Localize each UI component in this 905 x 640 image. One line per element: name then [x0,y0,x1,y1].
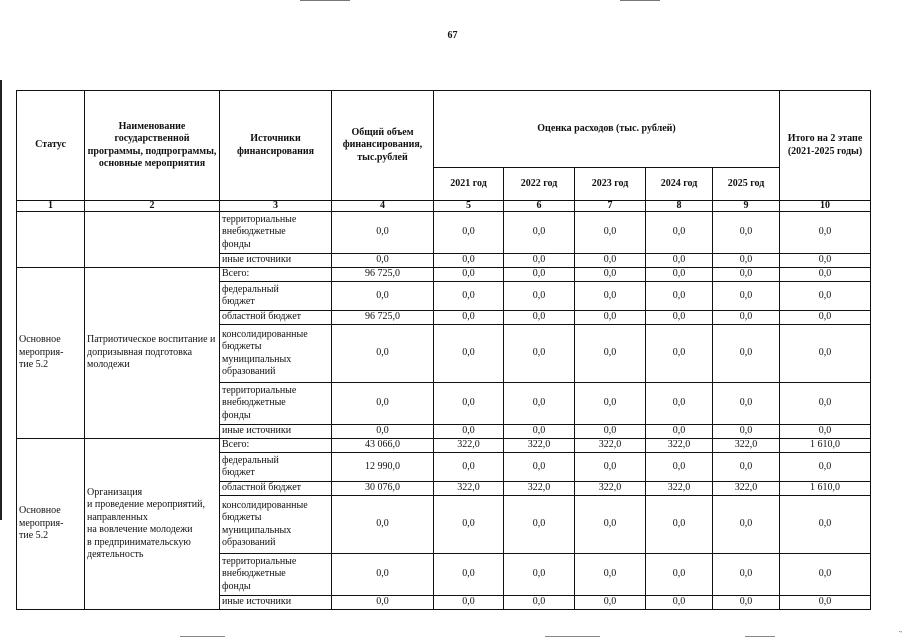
name-cell [85,212,220,268]
scan-edge-bar [0,80,2,520]
column-index-cell: 4 [332,201,434,212]
value-cell: 0,0 [780,212,871,254]
value-cell: 322,0 [434,439,504,453]
value-cell: 0,0 [713,254,780,268]
column-index-row [17,201,871,212]
value-cell: 0,0 [575,325,646,383]
column-index-cell: 1 [17,201,85,212]
column-index-cell: 9 [713,201,780,212]
value-cell: 0,0 [646,254,713,268]
value-cell: 0,0 [780,496,871,554]
value-cell: 322,0 [575,439,646,453]
value-cell: 322,0 [575,482,646,496]
header-year: 2023 год [575,168,646,201]
table-body [17,212,871,610]
value-cell: 0,0 [332,282,434,311]
header-total: Общий объем финансирования, тыс.рублей [332,91,434,201]
column-index-cell: 5 [434,201,504,212]
value-cell: 0,0 [780,254,871,268]
value-cell: 0,0 [780,554,871,596]
column-index-cell: 8 [646,201,713,212]
value-cell: 0,0 [713,383,780,425]
value-cell: 0,0 [646,311,713,325]
page-number: 67 [447,30,458,41]
value-cell: 1 610,0 [780,482,871,496]
value-cell: 0,0 [504,383,575,425]
value-cell: 0,0 [780,596,871,610]
table-header [17,91,871,212]
value-cell: 0,0 [780,311,871,325]
value-cell: 0,0 [713,596,780,610]
value-cell: 0,0 [713,325,780,383]
source-cell: областной бюджет [220,311,332,325]
value-cell: 0,0 [504,325,575,383]
value-cell: 0,0 [780,282,871,311]
source-cell: областной бюджет [220,482,332,496]
status-cell: Основное мероприя- тие 5.2 [17,439,85,610]
value-cell: 0,0 [713,496,780,554]
source-cell: Всего: [220,439,332,453]
value-cell: 0,0 [575,282,646,311]
value-cell: 0,0 [504,268,575,282]
column-index-cell: 10 [780,201,871,212]
value-cell: 0,0 [713,425,780,439]
value-cell: 0,0 [434,282,504,311]
value-cell: 0,0 [504,254,575,268]
value-cell: 0,0 [434,453,504,482]
status-cell [17,212,85,268]
value-cell: 0,0 [434,554,504,596]
value-cell: 322,0 [713,482,780,496]
source-cell: консолидированные бюджеты муниципальных образований [220,496,332,554]
value-cell: 0,0 [504,496,575,554]
header-status: Статус [17,91,85,201]
value-cell: 0,0 [434,596,504,610]
value-cell: 0,0 [504,425,575,439]
value-cell: 0,0 [575,383,646,425]
value-cell: 0,0 [504,212,575,254]
value-cell: 322,0 [434,482,504,496]
header-itogo: Итого на 2 этапе (2021-2025 годы) [780,91,871,201]
value-cell: 0,0 [646,554,713,596]
source-cell: территориальные внебюджетные фонды [220,554,332,596]
value-cell: 0,0 [713,282,780,311]
value-cell: 0,0 [434,383,504,425]
value-cell: 0,0 [575,311,646,325]
value-cell: 0,0 [646,425,713,439]
header-name: Наименование государственной программы, подпрограммы, основные мероприятия [85,91,220,201]
value-cell: 0,0 [332,554,434,596]
column-index-cell: 6 [504,201,575,212]
value-cell: 0,0 [332,496,434,554]
value-cell: 0,0 [332,383,434,425]
value-cell: 0,0 [504,554,575,596]
header-year: 2024 год [646,168,713,201]
header-year: 2021 год [434,168,504,201]
value-cell: 0,0 [434,212,504,254]
value-cell: 0,0 [575,554,646,596]
source-cell: консолидированные бюджеты муниципальных образований [220,325,332,383]
source-cell: федеральный бюджет [220,282,332,311]
value-cell: 0,0 [780,325,871,383]
column-index-cell: 3 [220,201,332,212]
value-cell: 0,0 [434,496,504,554]
value-cell: 0,0 [646,282,713,311]
column-index-cell: 2 [85,201,220,212]
value-cell: 0,0 [332,425,434,439]
name-cell: Патриотическое воспитание и допризывная подготовка молодежи [85,268,220,439]
value-cell: 0,0 [575,254,646,268]
value-cell: 0,0 [575,596,646,610]
value-cell: 1 610,0 [780,439,871,453]
status-cell: Основное мероприя- тие 5.2 [17,268,85,439]
value-cell: 0,0 [780,383,871,425]
value-cell: 0,0 [713,212,780,254]
source-cell: федеральный бюджет [220,453,332,482]
value-cell: 0,0 [780,425,871,439]
value-cell: 0,0 [575,453,646,482]
value-cell: 96 725,0 [332,268,434,282]
value-cell: 322,0 [504,439,575,453]
scan-artifact: ., [898,626,902,634]
value-cell: 322,0 [713,439,780,453]
value-cell: 12 990,0 [332,453,434,482]
value-cell: 0,0 [504,311,575,325]
value-cell: 0,0 [713,311,780,325]
value-cell: 0,0 [575,268,646,282]
value-cell: 0,0 [780,453,871,482]
value-cell: 0,0 [434,254,504,268]
value-cell: 0,0 [332,212,434,254]
value-cell: 0,0 [332,596,434,610]
name-cell: Организация и проведение мероприятий, направленных на вовлечение молодежи в предпринимательскую деятельность [85,439,220,610]
value-cell: 0,0 [575,212,646,254]
value-cell: 0,0 [646,596,713,610]
table-row [17,268,871,282]
source-cell: территориальные внебюджетные фонды [220,383,332,425]
value-cell: 0,0 [575,425,646,439]
header-estimate: Оценка расходов (тыс. рублей) [434,91,780,168]
column-index-cell: 7 [575,201,646,212]
header-sources: Источники финансирования [220,91,332,201]
value-cell: 0,0 [504,596,575,610]
value-cell: 0,0 [575,496,646,554]
value-cell: 322,0 [646,439,713,453]
source-cell: территориальные внебюджетные фонды [220,212,332,254]
scan-mark [180,636,225,637]
source-cell: Всего: [220,268,332,282]
table-row [17,212,871,254]
value-cell: 96 725,0 [332,311,434,325]
table-row [17,439,871,453]
header-year: 2025 год [713,168,780,201]
scan-mark [545,636,600,637]
value-cell: 322,0 [504,482,575,496]
scan-mark [300,0,350,1]
value-cell: 0,0 [504,453,575,482]
source-cell: иные источники [220,254,332,268]
value-cell: 0,0 [646,212,713,254]
budget-table [16,90,871,610]
value-cell: 0,0 [332,325,434,383]
value-cell: 0,0 [646,383,713,425]
value-cell: 0,0 [504,282,575,311]
value-cell: 322,0 [646,482,713,496]
value-cell: 0,0 [646,268,713,282]
header-year: 2022 год [504,168,575,201]
value-cell: 0,0 [434,425,504,439]
scan-mark [620,0,660,1]
value-cell: 30 076,0 [332,482,434,496]
value-cell: 0,0 [780,268,871,282]
value-cell: 0,0 [434,325,504,383]
value-cell: 0,0 [646,325,713,383]
value-cell: 0,0 [434,268,504,282]
value-cell: 0,0 [332,254,434,268]
value-cell: 0,0 [434,311,504,325]
value-cell: 43 066,0 [332,439,434,453]
value-cell: 0,0 [713,554,780,596]
value-cell: 0,0 [713,453,780,482]
value-cell: 0,0 [713,268,780,282]
source-cell: иные источники [220,425,332,439]
source-cell: иные источники [220,596,332,610]
scan-mark [745,636,775,637]
value-cell: 0,0 [646,496,713,554]
value-cell: 0,0 [646,453,713,482]
